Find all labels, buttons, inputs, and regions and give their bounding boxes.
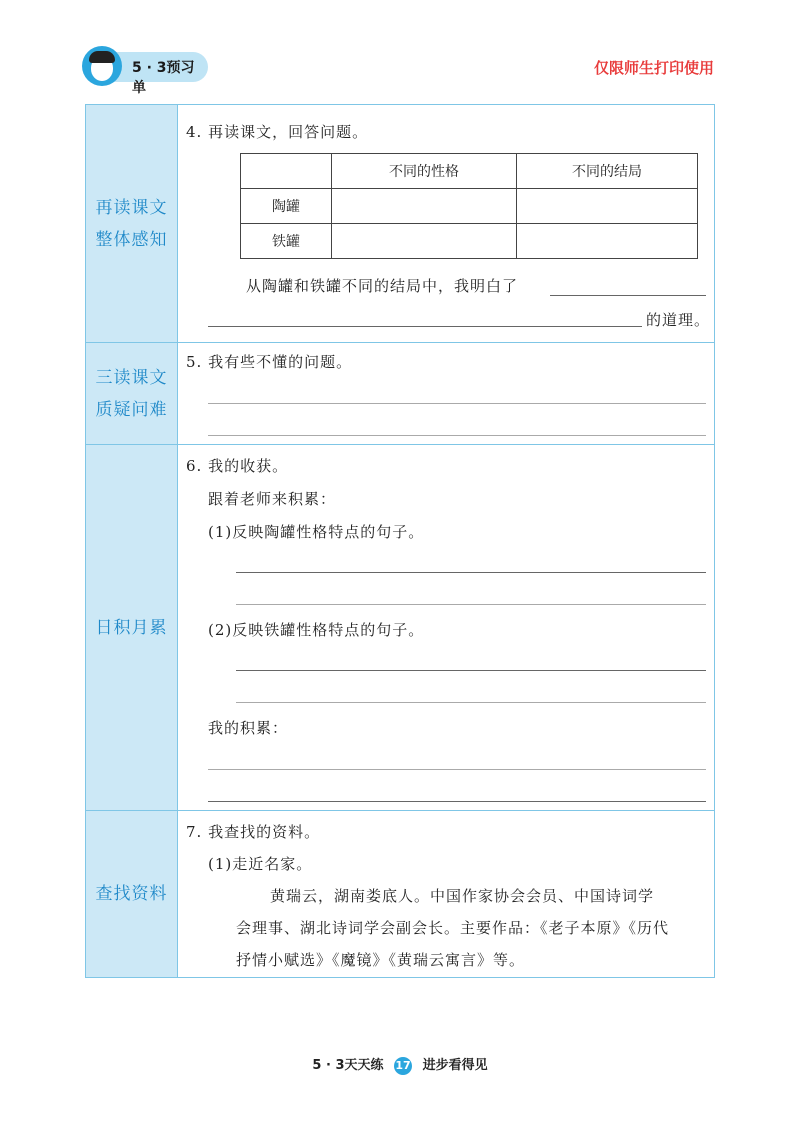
footer-right: 进步看得见: [422, 1058, 488, 1073]
table-cell-answer[interactable]: [332, 224, 517, 259]
section-label-line: 查找资料: [95, 884, 168, 904]
header-badge: [86, 52, 208, 96]
footer: [0, 1054, 800, 1075]
question-4: 4. 再读课文，回答问题。: [186, 123, 369, 141]
author-bio-line: 黄瑞云，湖南娄底人。中国作家协会会员、中国诗词学: [270, 887, 655, 905]
answer-line[interactable]: [236, 572, 706, 573]
table-cell-answer[interactable]: [517, 224, 698, 259]
question-7: 7. 我查找的资料。: [186, 823, 321, 841]
avatar-icon: [82, 46, 122, 86]
author-bio-line: 抒情小赋选》《魔镜》《黄瑞云寓言》等。: [236, 951, 526, 969]
question-5: 5. 我有些不懂的问题。: [186, 353, 353, 371]
section-label-line: 质疑问难: [95, 399, 168, 420]
comparison-table: [240, 153, 698, 259]
section-divider: [86, 810, 714, 811]
question-6: 6. 我的收获。: [186, 457, 289, 475]
sub-question-2: (2)反映铁罐性格特点的句子。: [208, 621, 425, 639]
sub-question-1: (1)反映陶罐性格特点的句子。: [208, 523, 425, 541]
section-label-line: 整体感知: [95, 229, 168, 250]
answer-line[interactable]: [550, 295, 706, 296]
section-label-question: [86, 343, 178, 444]
table-row: [241, 224, 698, 259]
section-divider: [86, 342, 714, 343]
section-label-research: [86, 811, 178, 977]
table-header-row: [241, 154, 698, 189]
table-header-cell: 不同的性格: [332, 154, 517, 189]
section-label-reread: [86, 105, 178, 342]
answer-line[interactable]: [208, 801, 706, 802]
table-row-label: 铁罐: [241, 224, 332, 259]
section-label-line: 三读课文: [95, 367, 168, 388]
author-bio-line: 会理事、湖北诗词学会副会长。主要作品：《老子本原》《历代: [236, 919, 670, 937]
sub-question-famous: (1)走近名家。: [208, 855, 313, 873]
badge-label: 5 · 3预习单: [132, 60, 195, 96]
answer-line[interactable]: [208, 326, 642, 327]
table-cell-answer[interactable]: [517, 189, 698, 224]
my-accumulation: 我的积累：: [208, 719, 289, 737]
table-header-cell: 不同的结局: [517, 154, 698, 189]
answer-line[interactable]: [208, 403, 706, 404]
fill-prefix: 从陶罐和铁罐不同的结局中，我明白了: [246, 277, 519, 295]
section-divider: [86, 444, 714, 445]
footer-left: 5 · 3天天练: [312, 1058, 384, 1073]
answer-line[interactable]: [236, 670, 706, 671]
answer-line[interactable]: [208, 769, 706, 770]
answer-line[interactable]: [236, 604, 706, 605]
fill-suffix: 的道理。: [646, 311, 711, 329]
answer-line[interactable]: [208, 435, 706, 436]
table-row: [241, 189, 698, 224]
page-number: 17: [394, 1057, 412, 1075]
table-cell-answer[interactable]: [332, 189, 517, 224]
section-label-accumulate: [86, 445, 178, 810]
worksheet: [85, 104, 715, 978]
print-notice: 仅限师生打印使用: [593, 59, 714, 77]
section-label-line: 日积月累: [95, 617, 168, 638]
accumulate-intro: 跟着老师来积累：: [208, 490, 337, 508]
table-row-label: 陶罐: [241, 189, 332, 224]
answer-line[interactable]: [236, 702, 706, 703]
table-header-cell: [241, 154, 332, 189]
section-label-line: 再读课文: [95, 197, 168, 218]
